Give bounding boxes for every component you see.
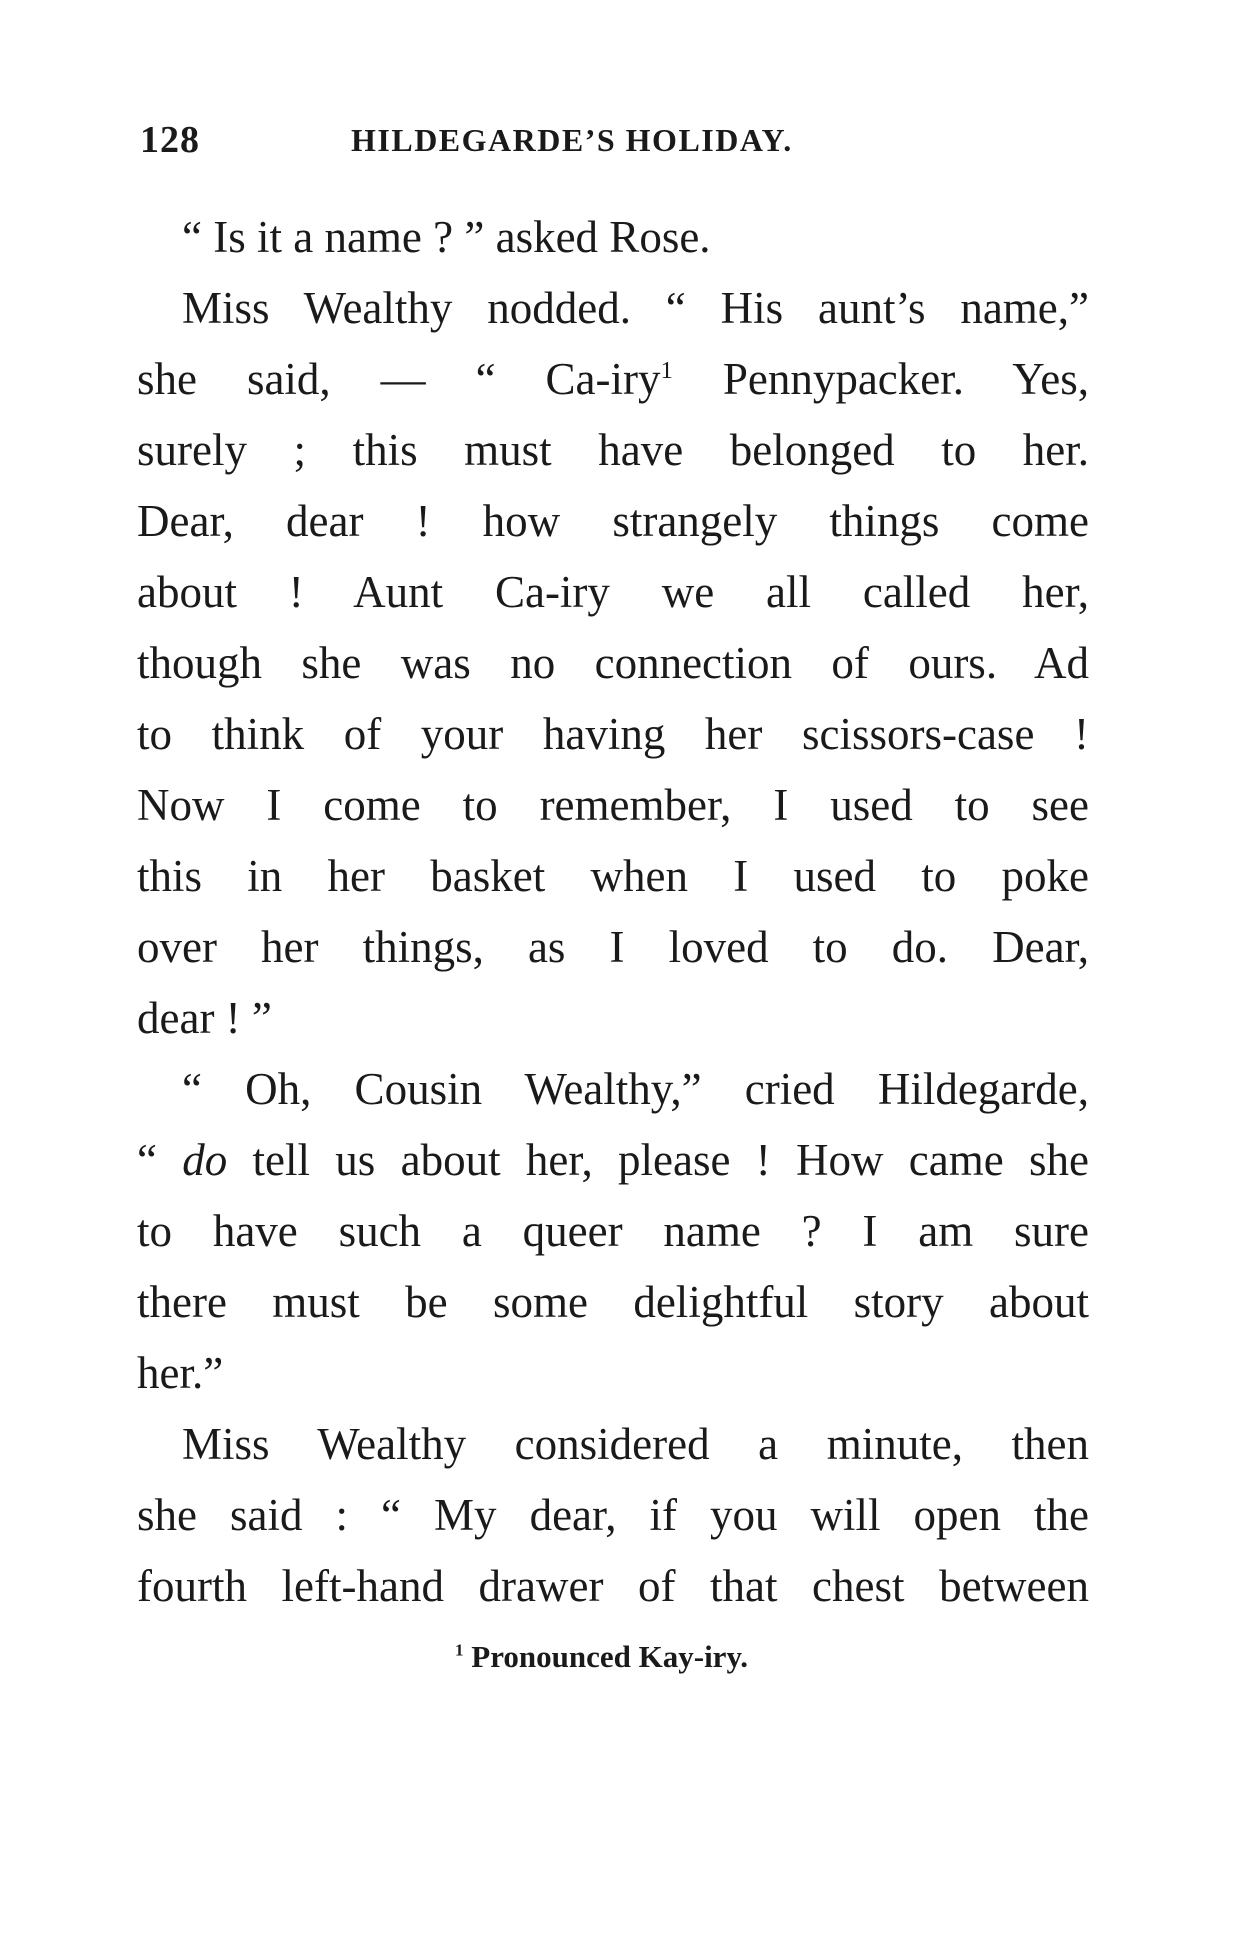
text-line: her.” [137, 1348, 224, 1398]
text-line: to think of your having her scissors-case ! [137, 709, 1089, 759]
text-line: fourth left-hand drawer of that chest between [137, 1561, 1089, 1611]
text-line: “ Is it a name ? ” asked Rose. [182, 212, 711, 262]
text-line: Miss Wealthy considered a minute, then [182, 1419, 1089, 1469]
page-number: 128 [140, 119, 200, 161]
running-title: HILDEGARDE’S HOLIDAY. [351, 122, 793, 158]
text-line: “ do tell us about her, please ! How came she [137, 1135, 1089, 1185]
footnote-text: Pronounced Kay-iry. [471, 1639, 748, 1674]
text-line: dear ! ” [137, 993, 272, 1043]
text-line: though she was no connection of ours. Ad [137, 638, 1089, 688]
text-line: Dear, dear ! how strangely things come [137, 496, 1089, 546]
text-line: she said, — “ Ca-iry$^1$ Pennypacker. Yes, [137, 354, 1089, 404]
body-text [137, 202, 1089, 1622]
text-line: Now I come to remember, I used to see [137, 780, 1089, 830]
text-line: about ! Aunt Ca-iry we all called her, [137, 567, 1089, 617]
text-line: this in her basket when I used to poke [137, 851, 1089, 901]
text-line: there must be some delightful story about [137, 1277, 1089, 1327]
text-line: over her things, as I loved to do. Dear, [137, 922, 1089, 972]
emphasis: do [182, 1135, 228, 1185]
text-line: “ Oh, Cousin Wealthy,” cried Hildegarde, [182, 1064, 1089, 1114]
text-line: she said : “ My dear, if you will open the [137, 1490, 1089, 1540]
text-line: Miss Wealthy nodded. “ His aunt’s name,” [182, 283, 1089, 333]
footnote-reference: 1 [660, 357, 673, 384]
page-header [140, 118, 1090, 168]
text-line: to have such a queer name ? I am sure [137, 1206, 1089, 1256]
footnote-marker: 1 [455, 1640, 464, 1660]
footnote [455, 1639, 748, 1675]
text-line: surely ; this must have belonged to her. [137, 425, 1089, 475]
